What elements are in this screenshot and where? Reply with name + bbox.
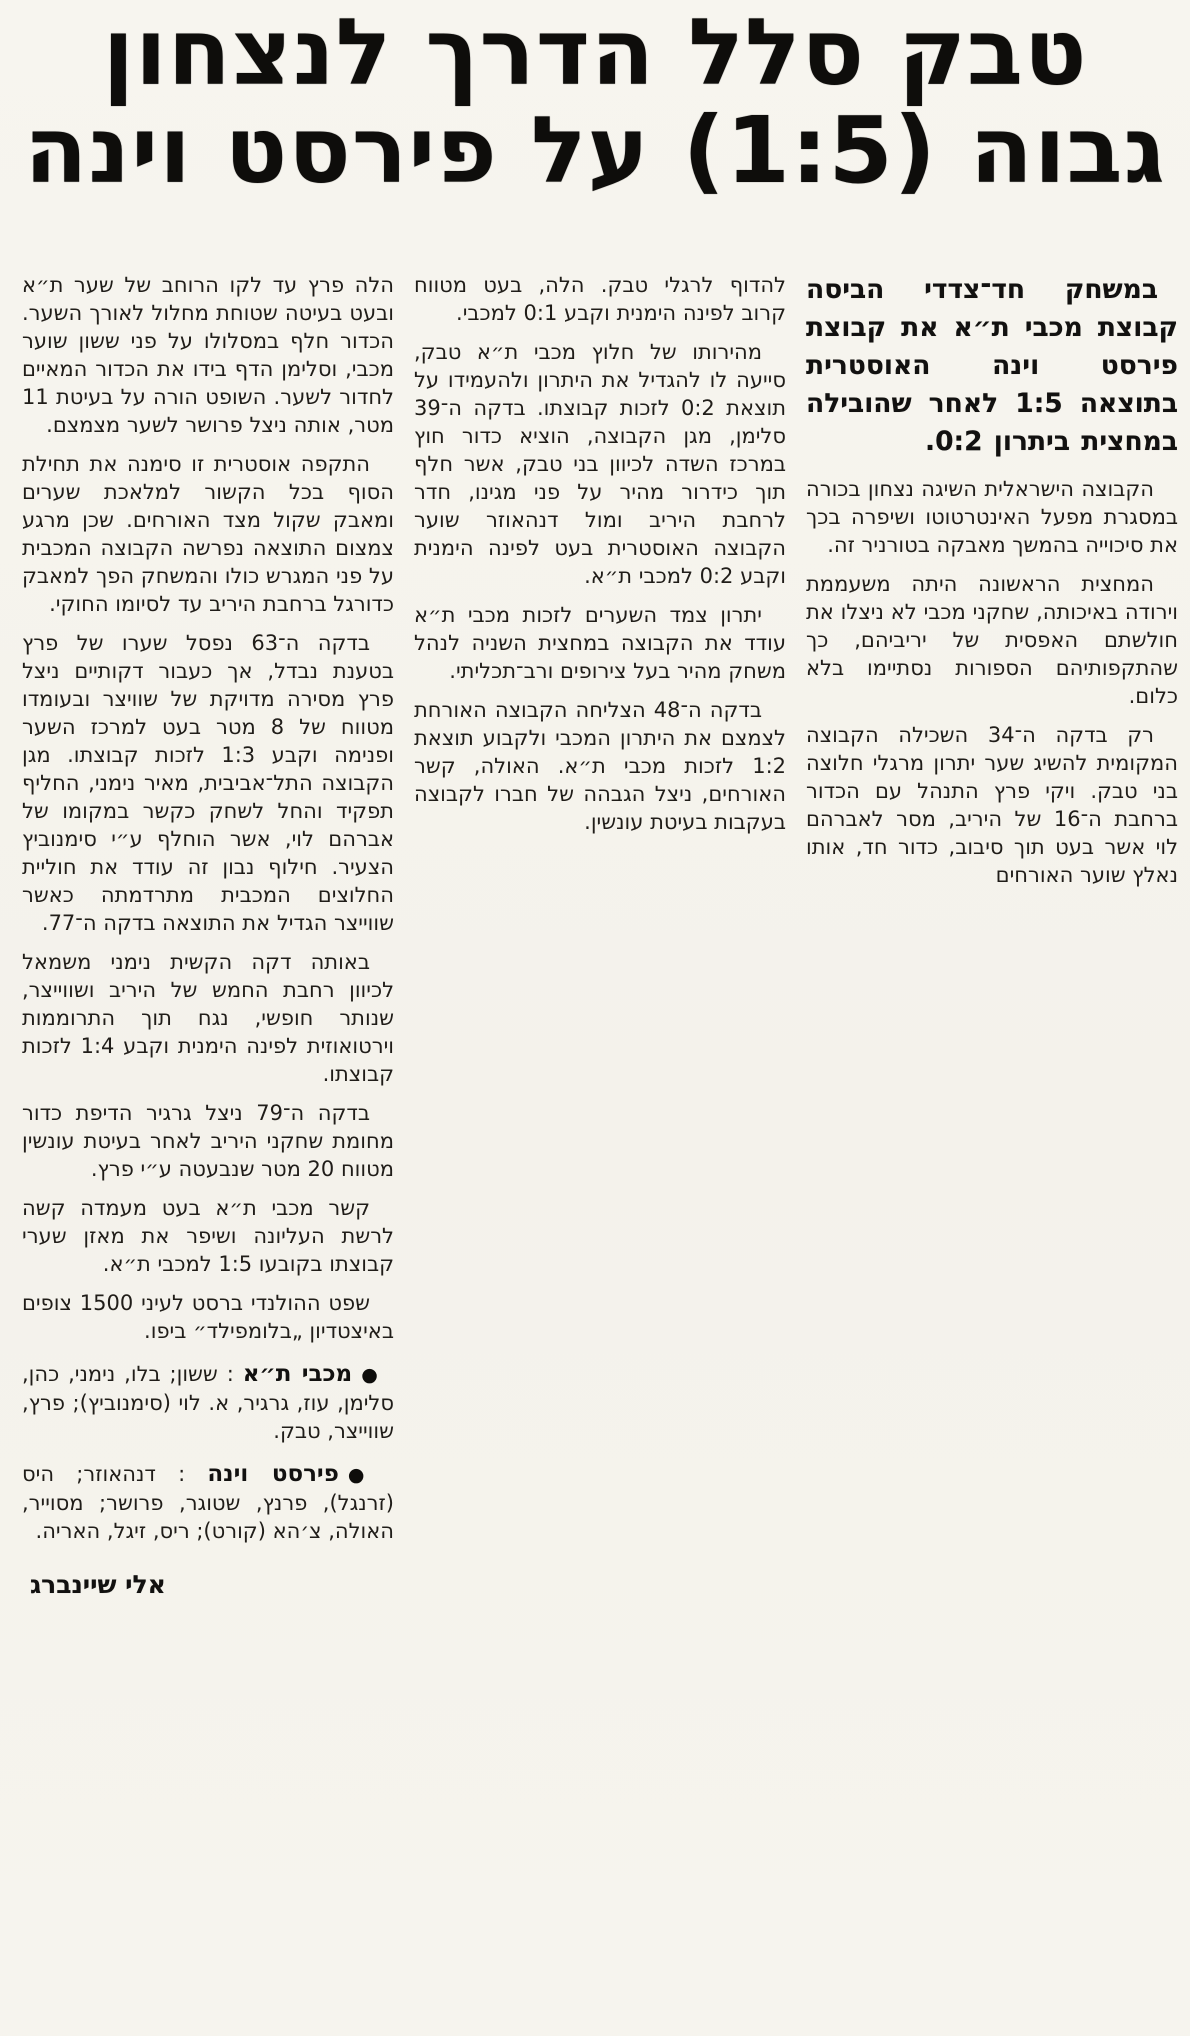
column-middle <box>414 271 786 847</box>
paragraph: קשר מכבי ת״א בעט מעמדה קשה לרשת העליונה ושיפר את מאזן שערי קבוצתו בקובעו 1:5 למכבי ת״א. <box>22 1195 394 1276</box>
paragraph: רק בדקה ה־34 השכילה הקבוצה המקומית להשיג שער יתרון מרגלי חלוצה בני טבק. ויקי פרץ התנהל עם הכדור ברחבת ה־16 של היריב, מסר לאברהם לוי אשר בעט תוך סיבוב, כדור חד, אותו נאלץ שוער האורחים <box>806 722 1178 887</box>
paragraph: הקבוצה הישראלית השיגה נצחון בכורה במסגרת מפעל האינטרטוטו ושיפרה בכך את סיכוייה בהמשך מאבקה בטורניר זה. <box>806 476 1178 557</box>
bullet-icon: ● <box>361 1363 380 1386</box>
paragraph: מהירותו של חלוץ מכבי ת״א טבק, סייעה לו להגדיל את היתרון ולהעמידו על תוצאת 0:2 לזכות קבוצתו. בדקה ה־39 סלימן, מגן הקבוצה, הוציא כדור חוץ במרכז השדה לכיוון בני טבק, אשר חלף תוך כידרור מהיר על פני מגינו, חדר לרחבת היריב ומול דנהאוזר שוער הקבוצה האוסטרית בעט לפינה הימנית וקבע 0:2 למכבי ת״א. <box>414 339 786 588</box>
paragraph: בדקה ה־48 הצליחה הקבוצה האורחת לצמצם את היתרון המכבי ולקבוע תוצאת 1:2 לזכות מכבי ת״א. האולה, קשר האורחים, ניצל הגבהה של חברו לקבוצה בעקבות בעיטת עונשין. <box>414 697 786 834</box>
byline-author: אלי שיינברג <box>30 1569 166 1599</box>
headline-line-1: טבק סלל הדרך לנצחון <box>102 0 1088 106</box>
paragraph-continuation: הלה פרץ עד לקו הרוחב של שער ת״א ובעט בעיטה שטוחת מחלול לאורך השער. הכדור חלף במסלולו על פני ששון שוער מכבי, וסלימן הדף בידו את הכדור המאיים לחדור לשער. השופט הורה על בעיטת 11 מטר, אותה ניצל פרושר לשער מצמצם. <box>22 272 394 437</box>
players-list-first-vienna: : דנהאוזר; היס (זרנגל), פרנץ, שטוגר, פרושר; מסוייר, האולה, צ׳הא (קורט); ריס, זיגל, האריה. <box>22 1461 394 1543</box>
team-name-maccabi: מכבי ת״א <box>242 1360 353 1387</box>
paragraph: התקפה אוסטרית זו סימנה את תחילת הסוף בכל הקשור למלאכת שערים ומאבק שקול מצד האורחים. שכן מרגע צמצום התוצאה נפרשה הקבוצה המכבית על פני המגרש כולו והמשחק הפך למאבק כדורגל ברחבת היריב עד לסיומו החוקי. <box>22 451 394 616</box>
lead-paragraph: במשחק חד־צדדי הביסה קבוצת מכבי ת״א את קבוצת פירסט וינה האוסטרית בתוצאה 1:5 לאחר שהובילה במחצית ביתרון 0:2. <box>806 273 1178 457</box>
players-list-maccabi: : ששון; בלו, נימני, כהן, סלימן, עוז, גרגיר, א. לוי (סימנוביץ); פרץ, שווייצר, טבק. <box>22 1361 394 1443</box>
lineup-first-vienna <box>22 1460 394 1545</box>
column-left <box>22 271 394 1599</box>
headline-line-2: גבוה (1:5) על פירסט וינה <box>24 97 1166 205</box>
paragraph: בדקה ה־79 ניצל גרגיר הדיפת כדור מחומת שחקני היריב לאחר בעיטת עונשין מטווח 20 מטר שנבעטה ע״י פרץ. <box>22 1100 394 1181</box>
lineup-maccabi-tel-aviv <box>22 1360 394 1445</box>
team-name-first-vienna: פירסט וינה <box>207 1460 339 1487</box>
paragraph-continuation: להדוף לרגלי טבק. הלה, בעט מטווח קרוב לפינה הימנית וקבע 0:1 למכבי. <box>414 272 786 325</box>
paragraph: יתרון צמד השערים לזכות מכבי ת״א עודד את הקבוצה במחצית השניה לנהל משחק מהיר בעל צירופים ורב־תכליתי. <box>414 602 786 683</box>
paragraph: באותה דקה הקשית נימני משמאל לכיוון רחבת החמש של היריב ושווייצר, שנותר חופשי, נגח תוך התרוממות וירטואוזית לפינה הימנית וקבע 1:4 לזכות קבוצתו. <box>22 949 394 1086</box>
article-columns <box>0 271 1190 1599</box>
paragraph: שפט ההולנדי ברסט לעיני 1500 צופים באיצטדיון „בלומפילד״ ביפו. <box>22 1290 394 1343</box>
paragraph: בדקה ה־63 נפסל שערו של פרץ בטענת נבדל, אך כעבור דקותיים ניצל פרץ מסירה מדויקת של שוויצר ובעומדו מטווח של 8 מטר בעט למרכז השער ופנימה וקבע 1:3 לזכות קבוצתו. מגן הקבוצה התל־אביבית, מאיר נימני, החליף תפקיד והחל לשחק כקשר במקומו של אברהם לוי, אשר הוחלף ע״י סימנוביץ הצעיר. חילוף נבון זה עודד את חוליית החלוצים המכבית מתרדמתה כאשר שווייצר הגדיל את התוצאה בדקה ה־77. <box>22 630 394 935</box>
article-headline <box>0 0 1190 205</box>
bullet-icon: ● <box>347 1463 380 1486</box>
paragraph: המחצית הראשונה היתה משעממת וירודה באיכותה, שחקני מכבי לא ניצלו את חולשתם האפסית של יריביהם, כך שהתקפותיהם הספורות נסתיימו בלא כלום. <box>806 571 1178 708</box>
column-right <box>806 271 1178 900</box>
